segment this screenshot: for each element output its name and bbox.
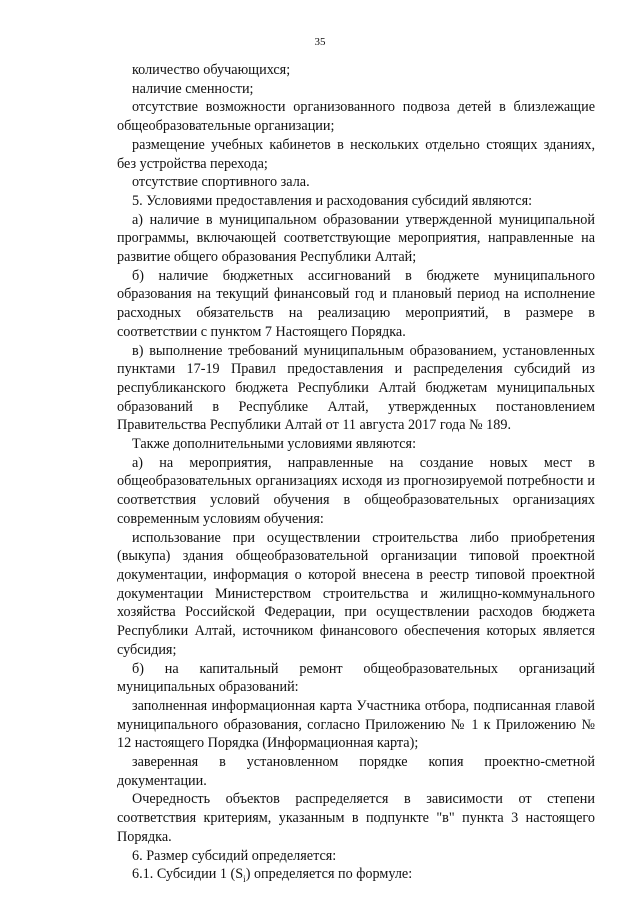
paragraph: 6. Размер субсидий определяется: [132, 847, 337, 864]
formula-subscript: i [243, 874, 246, 885]
paragraph: использование при осуществлении строительства либо приобретения (выкупа) здания общеобразовательной организации типовой проектной документации, информация о которой внесена в реестр типовой проектной документации Министерством строительства и жилищно-коммунального хозяйства Российской Федерации, при осуществлении расходов бюджета Республики Алтай, источником финансового обеспечения которых является субсидия; [117, 529, 595, 658]
paragraph: отсутствие возможности организованного подвоза детей в близлежащие общеобразовательные организации; [117, 99, 595, 135]
paragraph: Также дополнительными условиями являются: [132, 436, 417, 453]
paragraph: количество обучающихся; [132, 62, 291, 78]
page-number: 35 [314, 36, 326, 48]
formula-paragraph [117, 865, 595, 889]
formula-text-after: ) определяется по формуле: [245, 866, 413, 883]
paragraph: заполненная информационная карта Участника отбора, подписанная главой муниципального образования, согласно Приложению № 1 к Приложению № 12 настоящего Порядка (Информационная карта); [117, 697, 595, 752]
paragraph: размещение учебных кабинетов в нескольких отдельно стоящих зданиях, без устройства перехода; [117, 136, 595, 172]
paragraph: наличие сменности; [132, 80, 254, 97]
formula-text-before: 6.1. Субсидии 1 (S [132, 866, 244, 883]
paragraph: б) на капитальный ремонт общеобразовательных организаций муниципальных образований: [117, 660, 595, 696]
paragraph: а) на мероприятия, направленные на создание новых мест в общеобразовательных организациях исходя из прогнозируемой потребности и соответствия условий обучения в общеобразовательных организациях современным условиям обучения: [117, 454, 595, 527]
document-body [117, 61, 595, 889]
paragraph: в) выполнение требований муниципальным образованием, установленных пунктами 17-19 Правил предоставления и распределения субсидий из республиканского бюджета Республики Алтай бюджетам муниципальных образований в Республике Алтай, утвержденных постановлением Правительства Республики Алтай от 11 августа 2017 года № 189. [117, 342, 595, 434]
paragraph: Очередность объектов распределяется в зависимости от степени соответствия критериям, указанным в подпункте "в" пункта 3 настоящего Порядка. [117, 791, 595, 845]
paragraph: а) наличие в муниципальном образовании утвержденной муниципальной программы, включающей соответствующие мероприятия, направленные на развитие общего образования Республики Алтай; [117, 211, 595, 266]
paragraph: отсутствие спортивного зала. [132, 174, 310, 191]
paragraph: б) наличие бюджетных ассигнований в бюджете муниципального образования на текущий финансовый год и плановый период на исполнение расходных обязательств на реализацию мероприятий, в размере в соответствии с пунктом 7 Настоящего Порядка. [117, 267, 595, 340]
paragraph: 5. Условиями предоставления и расходования субсидий являются: [132, 192, 533, 209]
paragraph: заверенная в установленном порядке копия проектно-сметной документации. [117, 754, 595, 789]
